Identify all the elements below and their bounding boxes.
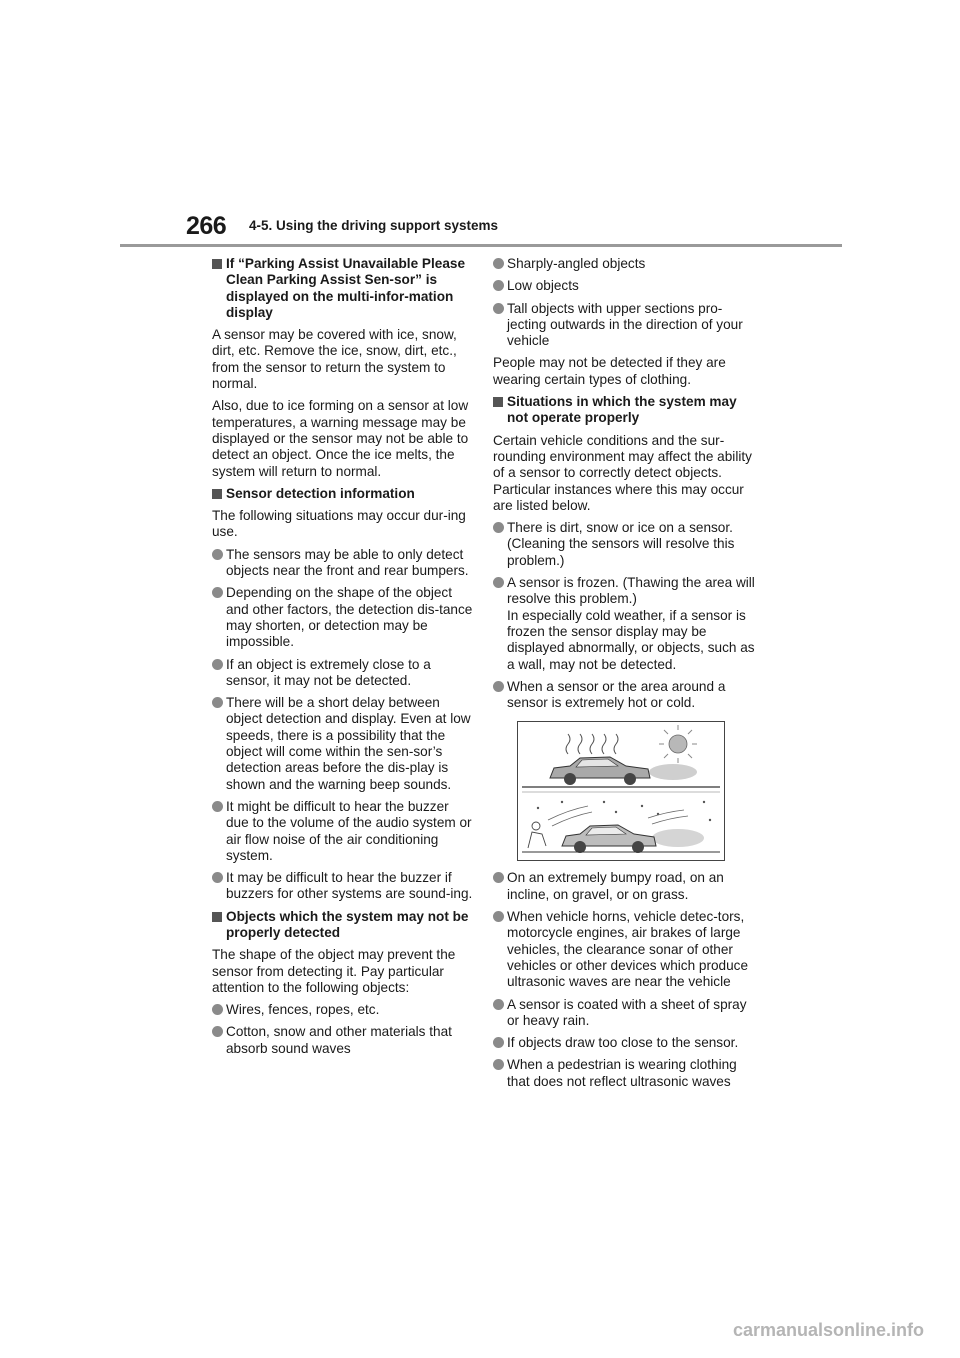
square-bullet-icon (212, 259, 222, 269)
detection-intro: The following situations may occur dur-ing use. (212, 508, 466, 540)
sun-icon (659, 725, 697, 763)
objects-intro: The shape of the object may prevent the sensor from detecting it. Pay particular attention to the following objects: (212, 947, 456, 995)
round-bullet-icon (493, 522, 504, 533)
round-bullet-icon (212, 549, 223, 560)
objects-heading: Objects which the system may not be properly detected (212, 909, 474, 942)
list-item: Low objects (493, 278, 755, 294)
square-bullet-icon (212, 489, 222, 499)
list-item: Depending on the shape of the object and other factors, the detection dis-tance may shorten, or detection may be impossible. (212, 585, 474, 650)
right-column (493, 256, 755, 1096)
round-bullet-icon (493, 577, 504, 588)
list-item: Cotton, snow and other materials that absorb sound waves (212, 1024, 474, 1057)
round-bullet-icon (493, 1037, 504, 1048)
round-bullet-icon (493, 911, 504, 922)
square-bullet-icon (493, 397, 503, 407)
situations-heading: Situations in which the system may not operate properly (493, 394, 755, 427)
round-bullet-icon (212, 697, 223, 708)
list-item: A sensor is frozen. (Thawing the area will resolve this problem.) In especially cold weather, if a sensor is frozen the sensor display may be displayed abnormally, or objects, such as a wall, may not be detected. (493, 575, 755, 673)
list-item: Wires, fences, ropes, etc. (212, 1002, 474, 1018)
page-header (0, 0, 960, 250)
list-item: It might be difficult to hear the buzzer due to the volume of the audio system or air flow noise of the air conditioning system. (212, 799, 474, 864)
list-item: Sharply-angled objects (493, 256, 755, 272)
round-bullet-icon (212, 1026, 223, 1037)
section-title: 4-5. Using the driving support systems (249, 218, 499, 233)
list-item: On an extremely bumpy road, on an incline, on gravel, or on grass. (493, 870, 755, 903)
round-bullet-icon (493, 872, 504, 883)
left-column (212, 256, 474, 1063)
list-item: If objects draw too close to the sensor. (493, 1035, 755, 1051)
people-note: People may not be detected if they are wearing certain types of clothing. (493, 355, 726, 387)
illustration-svg (518, 722, 724, 860)
list-item: If an object is extremely close to a sensor, it may not be detected. (212, 657, 474, 690)
situations-intro: Certain vehicle conditions and the sur-rounding environment may affect the ability of a sensor to correctly detect objects. Particular instances where this may occur are listed below. (493, 432, 752, 513)
warning-heading: If “Parking Assist Unavailable Please Clean Parking Assist Sen-sor” is displayed on the multi-infor-mation display (212, 256, 474, 321)
car-cold-icon (562, 825, 704, 853)
watermark: carmanualsonline.info (732, 1320, 924, 1340)
round-bullet-icon (493, 681, 504, 692)
detection-heading: Sensor detection information (212, 486, 474, 502)
list-item: A sensor is coated with a sheet of spray or heavy rain. (493, 997, 755, 1030)
wind-lines-icon (548, 806, 688, 826)
list-item: When a sensor or the area around a sensor is extremely hot or cold. (493, 679, 755, 712)
list-item: When a pedestrian is wearing clothing that does not reflect ultrasonic waves (493, 1057, 755, 1090)
round-bullet-icon (212, 872, 223, 883)
page-number: 266 (186, 212, 227, 240)
round-bullet-icon (493, 303, 504, 314)
round-bullet-icon (212, 587, 223, 598)
round-bullet-icon (493, 999, 504, 1010)
person-icon (528, 822, 546, 848)
list-item: When vehicle horns, vehicle detec-tors, motorcycle engines, air brakes of large vehicles, the clearance sonar of other vehicles or other devices which produce ultrasonic waves are near the vehicle (493, 909, 755, 990)
round-bullet-icon (493, 258, 504, 269)
list-item: There is dirt, snow or ice on a sensor. (Cleaning the sensors will resolve this problem.) (493, 520, 755, 569)
snow-flake-icon (537, 801, 711, 821)
round-bullet-icon (212, 801, 223, 812)
list-item: The sensors may be able to only detect objects near the front and rear bumpers. (212, 547, 474, 580)
list-item: There will be a short delay between object detection and display. Even at low speeds, there is a possibility that the object will come within the sen-sor’s detection areas before the dis-play is shown and the warning beep sounds. (212, 695, 474, 793)
warning-paragraph-1: A sensor may be covered with ice, snow, dirt, etc. Remove the ice, snow, dirt, etc., from the sensor to return the system to normal. (212, 327, 457, 392)
list-item: Tall objects with upper sections pro-jecting outwards in the direction of your vehicle (493, 301, 755, 350)
round-bullet-icon (212, 659, 223, 670)
square-bullet-icon (212, 912, 222, 922)
header-rule (120, 244, 842, 247)
heat-wave-icon (566, 734, 618, 754)
warning-paragraph-2: Also, due to ice forming on a sensor at low temperatures, a warning message may be displayed or the sensor may not be able to detect an object. Once the ice melts, the system will return to normal. (212, 398, 469, 479)
round-bullet-icon (212, 1004, 223, 1015)
car-hot-icon (550, 757, 697, 785)
list-item: It may be difficult to hear the buzzer if buzzers for other systems are sound-ing. (212, 870, 474, 903)
round-bullet-icon (493, 280, 504, 291)
hot-cold-sensor-illustration (517, 721, 725, 861)
round-bullet-icon (493, 1059, 504, 1070)
